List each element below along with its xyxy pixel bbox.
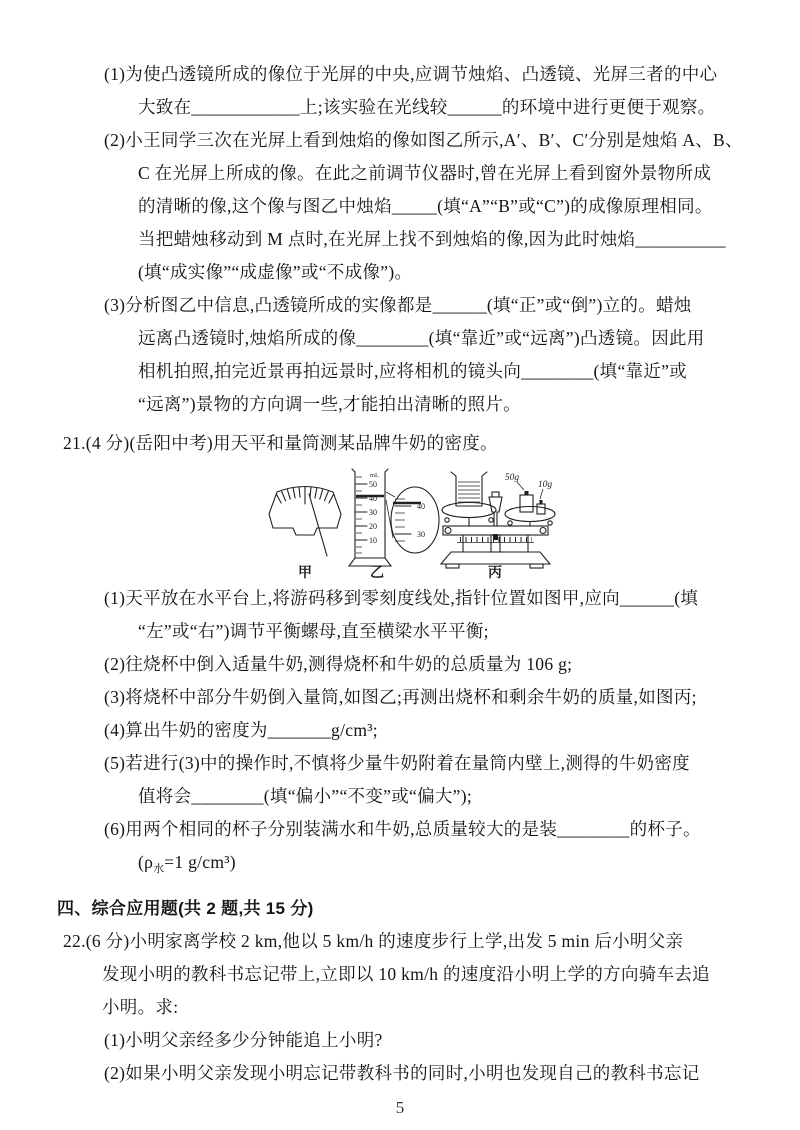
pointer-dial-figure	[269, 487, 341, 581]
text-line: (2)如果小明父亲发现小明忘记带教科书的同时,小明也发现自己的教科书忘记	[104, 1063, 700, 1083]
rho-open: (ρ	[138, 852, 154, 872]
text-line: (2)小王同学三次在光屏上看到烛焰的像如图乙所示,A′、B′、C′分别是烛焰 A、B、	[104, 130, 743, 150]
magnifier-callout-line	[386, 492, 395, 497]
balance-scale-figure	[441, 472, 555, 580]
figure-label-jia: 甲	[298, 566, 312, 580]
cylinder-lip	[352, 469, 355, 472]
apparatus-svg	[253, 464, 573, 580]
text-line: “左”或“右”)调节平衡螺母,直至横梁水平平衡;	[138, 621, 489, 641]
rho-subscript-water: 水	[153, 863, 165, 875]
text-line: C 在光屏上所成的像。在此之前调节仪器时,曾在光屏上看到窗外景物所成	[138, 163, 712, 183]
figure-label-yi: 乙	[370, 566, 384, 580]
rho-value: =1 g/cm³)	[164, 852, 236, 872]
weight-label-leader	[540, 489, 543, 499]
pan-knob	[508, 521, 512, 525]
magnifier-tick-40: 40	[417, 502, 425, 511]
beam-end-screw	[445, 528, 451, 534]
pointer-needle	[309, 494, 327, 556]
pan-knob	[489, 518, 493, 522]
cylinder-major-ticks	[356, 484, 367, 540]
text-line: (填“成实像”“成虚像”或“不成像”)。	[138, 262, 413, 282]
weight-10g-knob	[540, 500, 543, 504]
text-line: “远离”)景物的方向调一些,才能拍出清晰的照片。	[138, 394, 521, 414]
section-4-title: 四、综合应用题(共 2 题,共 15 分)	[57, 899, 314, 918]
question-21-header: 21.(4 分)(岳阳中考)用天平和量筒测某品牌牛奶的密度。	[63, 433, 498, 453]
housing-knob	[492, 492, 499, 497]
weight-10g	[537, 504, 545, 514]
text-line: 小明。求:	[102, 997, 179, 1017]
text-line: (3)将烧杯中部分牛奶倒入量筒,如图乙;再测出烧杯和剩余牛奶的质量,如图丙;	[104, 687, 697, 707]
question-22-header: 22.(6 分)小明家离学校 2 km,他以 5 km/h 的速度步行上学,出发 5 min 后小明父亲	[63, 931, 684, 951]
balance-base	[441, 552, 550, 564]
text-line: (4)算出牛奶的密度为_______g/cm³;	[104, 720, 378, 740]
cylinder-tick-40: 40	[369, 494, 377, 503]
text-line: (1)天平放在水平台上,将游码移到零刻度线处,指针位置如图甲,应向______(填	[104, 588, 699, 608]
text-line: (3)分析图乙中信息,凸透镜所成的实像都是______(填“正”或“倒”)立的。蜡烛	[104, 295, 692, 315]
cylinder-unit-label: mL	[370, 472, 380, 479]
text-line: (5)若进行(3)中的操作时,不慎将少量牛奶附着在量筒内壁上,测得的牛奶密度	[104, 753, 690, 773]
cylinder-minor-ticks	[356, 477, 362, 553]
cylinder-tick-20: 20	[369, 522, 377, 531]
text-line: 相机拍照,拍完近景再拍远景时,应将相机的镜头向________(填“靠近”或	[138, 361, 688, 381]
measuring-cylinder-figure	[349, 469, 439, 580]
weight-label-50g: 50g	[504, 473, 520, 483]
text-line: 发现小明的教科书忘记带上,立即以 10 km/h 的速度沿小明上学的方向骑车去追	[102, 964, 710, 984]
text-line: (6)用两个相同的杯子分别装满水和牛奶,总质量较大的是装________的杯子。	[104, 819, 701, 839]
beaker-outline	[451, 472, 487, 506]
cylinder-tick-10: 10	[369, 536, 377, 545]
pan-knob	[445, 518, 449, 522]
cylinder-tick-30: 30	[369, 508, 377, 517]
figure-label-bing: 丙	[488, 566, 502, 580]
weight-50g-knob	[525, 491, 529, 495]
right-pan	[505, 507, 555, 522]
text-line: 的清晰的像,这个像与图乙中烛焰_____(填“A”“B”或“C”)的成像原理相同。	[138, 196, 713, 216]
text-line: (2)往烧杯中倒入适量牛奶,测得烧杯和牛奶的总质量为 106 g;	[104, 654, 573, 674]
cylinder-lip	[385, 469, 388, 472]
weight-50g	[520, 495, 533, 512]
text-line: 当把蜡烛移动到 M 点时,在光屏上找不到烛焰的像,因为此时烛焰__________	[138, 229, 726, 249]
base-foot	[446, 564, 459, 568]
text-line: 大致在____________上;该实验在光线较______的环境中进行更便于观察。	[138, 97, 716, 117]
left-pan	[442, 503, 496, 518]
beaker-liquid-hatch	[458, 482, 480, 502]
weight-label-10g: 10g	[537, 480, 553, 490]
balance-beam	[443, 526, 548, 535]
magnifier-minor-ticks	[395, 499, 405, 541]
cylinder-tick-50: 50	[369, 480, 377, 489]
text-line	[138, 846, 800, 886]
magnifier-callout-line	[386, 500, 393, 538]
text-line: 值将会________(填“偏小”“不变”或“偏大”);	[138, 786, 473, 806]
weight-label-leader	[517, 482, 524, 490]
base-foot	[530, 564, 543, 568]
page-number: 5	[395, 1098, 405, 1117]
text-line: 远离凸透镜时,烛焰所成的像________(填“靠近”或“远离”)凸透镜。因此用	[138, 328, 705, 348]
text-line: (1)为使凸透镜所成的像位于光屏的中央,应调节烛焰、凸透镜、光屏三者的中心	[104, 64, 718, 84]
text-line: (1)小明父亲经多少分钟能追上小明?	[104, 1030, 383, 1050]
beam-end-screw	[540, 528, 546, 534]
pan-knob	[548, 521, 552, 525]
cylinder-base	[349, 558, 391, 566]
apparatus-figure	[253, 464, 800, 580]
magnifier-tick-30: 30	[417, 530, 425, 539]
